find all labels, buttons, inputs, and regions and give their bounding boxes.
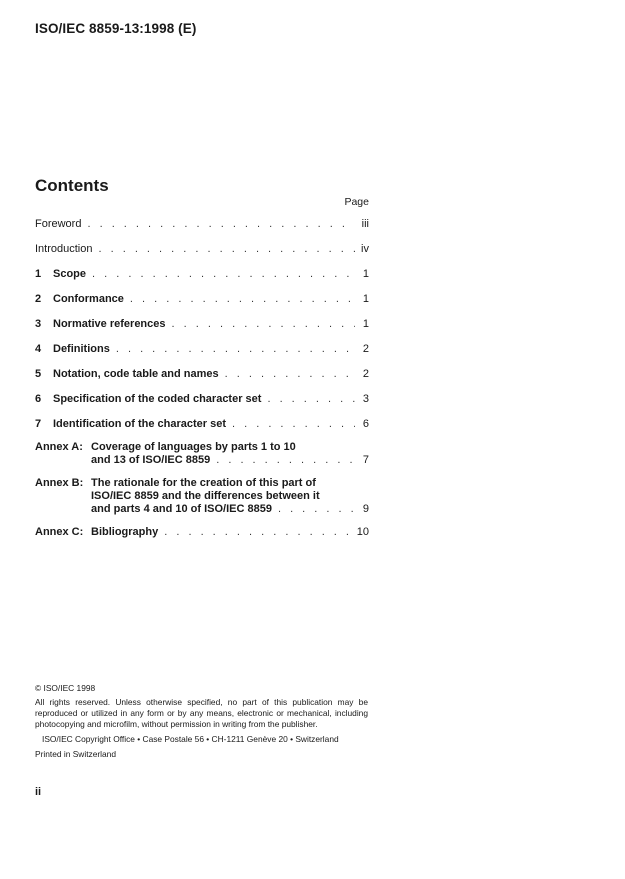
printed-location: Printed in Switzerland — [35, 749, 116, 759]
annex-title-line: ISO/IEC 8859 and the differences between it — [91, 490, 320, 502]
toc-leader — [267, 393, 355, 406]
document-reference: ISO/IEC 8859-13:1998 (E) — [35, 21, 197, 36]
toc-title: Identification of the character set — [53, 418, 226, 430]
toc-number: 6 — [35, 393, 42, 405]
toc-leader — [164, 526, 353, 539]
toc-title: Definitions — [53, 343, 110, 355]
toc-title: Introduction — [35, 243, 93, 255]
page-column-label: Page — [344, 196, 369, 208]
rights-statement: All rights reserved. Unless otherwise specified, no part of this publication may be reproduced or utilized in any form or by any means, electronic or mechanical, including photocopying and microfilm, without permission in writing from the publisher. — [35, 697, 368, 729]
annex-title-line: Bibliography — [91, 526, 159, 538]
toc-entry-identification[interactable] — [35, 418, 369, 431]
annex-title-line: Coverage of languages by parts 1 to 10 — [91, 441, 296, 453]
toc-leader — [98, 243, 355, 256]
annex-label: Annex C: — [35, 526, 84, 538]
copyright-office: ISO/IEC Copyright Office • Case Postale 56 • CH-1211 Genève 20 • Switzerland — [42, 734, 339, 744]
toc-leader — [225, 368, 355, 381]
toc-title: Scope — [53, 268, 87, 280]
contents-heading: Contents — [35, 176, 109, 195]
toc-entry-annex-a[interactable] — [35, 441, 369, 467]
toc-leader — [92, 268, 355, 281]
page-number: ii — [35, 786, 42, 798]
annex-title-line: and 13 of ISO/IEC 8859 — [91, 454, 211, 466]
toc-entry-definitions[interactable] — [35, 343, 369, 356]
toc-page: 1 — [362, 268, 369, 280]
toc-leader — [232, 418, 355, 431]
toc-number: 5 — [35, 368, 42, 380]
toc-entry-notation[interactable] — [35, 368, 369, 381]
toc-title: Specification of the coded character set — [53, 393, 262, 405]
toc-page: 2 — [362, 343, 369, 355]
toc-entry-foreword[interactable] — [35, 218, 369, 231]
toc-leader — [278, 503, 355, 516]
toc-title: Notation, code table and names — [53, 368, 219, 380]
toc-entry-introduction[interactable] — [35, 243, 369, 256]
toc-entry-normative-references[interactable] — [35, 318, 369, 331]
toc-page: 6 — [362, 418, 369, 430]
annex-label: Annex A: — [35, 441, 83, 453]
toc-page: 9 — [362, 503, 369, 515]
annex-label: Annex B: — [35, 477, 84, 489]
toc-page: iii — [361, 218, 369, 230]
toc-page: 3 — [362, 393, 369, 405]
toc-number: 3 — [35, 318, 42, 330]
toc-leader — [116, 343, 355, 356]
annex-title-line: The rationale for the creation of this part of — [91, 477, 316, 489]
copyright-block — [35, 683, 368, 760]
toc-leader — [216, 454, 355, 467]
toc-entry-specification[interactable] — [35, 393, 369, 406]
copyright-notice: © ISO/IEC 1998 — [35, 683, 96, 693]
toc-entry-annex-c[interactable] — [35, 526, 369, 539]
toc-page: 7 — [362, 454, 369, 466]
toc-title: Conformance — [53, 293, 124, 305]
toc-number: 2 — [35, 293, 42, 305]
toc-entry-scope[interactable] — [35, 268, 369, 281]
annex-title-line: and parts 4 and 10 of ISO/IEC 8859 — [91, 503, 272, 515]
toc-page: 10 — [356, 526, 369, 538]
toc-number: 7 — [35, 418, 42, 430]
toc-leader — [130, 293, 355, 306]
toc-page: 2 — [362, 368, 369, 380]
table-of-contents — [35, 218, 369, 539]
toc-entry-annex-b[interactable] — [35, 477, 369, 516]
toc-page: 1 — [362, 318, 369, 330]
toc-leader — [87, 218, 355, 231]
toc-title: Normative references — [53, 318, 166, 330]
toc-number: 4 — [35, 343, 42, 355]
toc-entry-conformance[interactable] — [35, 293, 369, 306]
toc-page: iv — [361, 243, 369, 255]
toc-leader — [172, 318, 355, 331]
toc-title: Foreword — [35, 218, 82, 230]
toc-page: 1 — [362, 293, 369, 305]
toc-number: 1 — [35, 268, 42, 280]
